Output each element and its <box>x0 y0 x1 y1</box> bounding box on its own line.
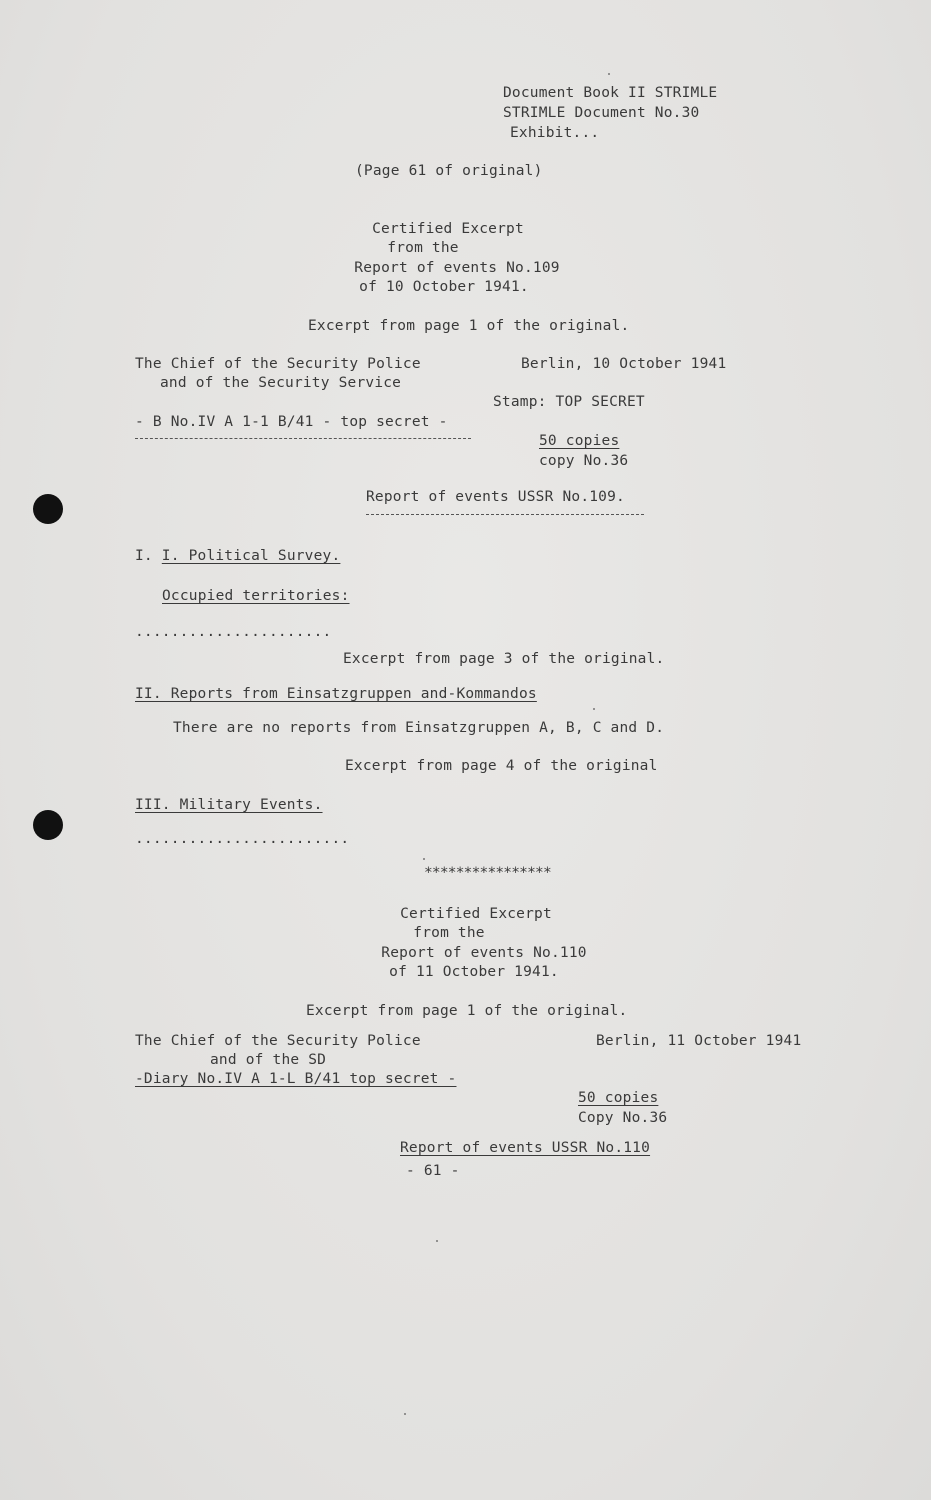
excerpt1-title-line3: Report of events No.109 <box>354 260 560 276</box>
excerpt1-copy-number: copy No.36 <box>539 453 629 469</box>
excerpt1-reference: - B No.IV A 1-1 B/41 - top secret - <box>135 414 448 430</box>
section1-title: I. Political Survey. <box>161 548 341 564</box>
excerpt1-title-line4: of 10 October 1941. <box>359 279 529 295</box>
punch-hole-top <box>33 494 63 524</box>
section2-title: II. Reports from Einsatzgruppen and-Kommandos <box>135 686 537 702</box>
header-doc-number: STRIMLE Document No.30 <box>503 105 700 121</box>
header-exhibit: Exhibit... <box>510 125 600 141</box>
excerpt1-from-page: Excerpt from page 1 of the original. <box>308 318 630 334</box>
section3-title: III. Military Events. <box>135 797 323 813</box>
page-number: - 61 - <box>406 1163 460 1179</box>
ellipsis-line2: ........................ <box>135 831 350 847</box>
excerpt1-title-line2: from the <box>387 240 459 256</box>
paper-speck <box>423 858 425 860</box>
punch-hole-bottom <box>33 810 63 840</box>
ellipsis-line1: ...................... <box>135 624 332 640</box>
excerpt1-from-page4: Excerpt from page 4 of the original <box>345 758 658 774</box>
occupied-territories: Occupied territories: <box>162 588 350 604</box>
excerpt1-copies: 50 copies <box>539 433 620 449</box>
excerpt1-report-rule <box>366 514 644 515</box>
excerpt2-sender-line2: and of the SD <box>210 1052 327 1068</box>
excerpt1-from-page3: Excerpt from page 3 of the original. <box>343 651 665 667</box>
paper-speck <box>608 73 610 75</box>
excerpt1-title-line1: Certified Excerpt <box>372 221 524 237</box>
excerpt2-title-line3: Report of events No.110 <box>381 945 587 961</box>
excerpt2-copy-number: Copy No.36 <box>578 1110 668 1126</box>
excerpt1-report-title: Report of events USSR No.109. <box>366 489 625 505</box>
excerpt1-place-date: Berlin, 10 October 1941 <box>521 356 727 372</box>
section1-heading: I. I. Political Survey. <box>135 548 341 564</box>
excerpt2-sender-line1: The Chief of the Security Police <box>135 1033 421 1049</box>
header-doc-book: Document Book II STRIMLE <box>503 85 718 101</box>
excerpt1-sender-line1: The Chief of the Security Police <box>135 356 421 372</box>
excerpt2-from-page: Excerpt from page 1 of the original. <box>306 1003 628 1019</box>
excerpt1-reference-rule <box>135 438 471 439</box>
excerpt2-title-line1: Certified Excerpt <box>400 906 552 922</box>
no-reports-statement: There are no reports from Einsatzgruppen A, B, C and D. <box>173 720 665 736</box>
excerpt2-copies: 50 copies <box>578 1090 659 1106</box>
excerpt2-place-date: Berlin, 11 October 1941 <box>596 1033 802 1049</box>
page-reference: (Page 61 of original) <box>355 163 543 179</box>
excerpt1-stamp: Stamp: TOP SECRET <box>493 394 645 410</box>
separator-asterisks: **************** <box>424 865 551 881</box>
excerpt1-sender-line2: and of the Security Service <box>160 375 402 391</box>
excerpt2-title-line4: of 11 October 1941. <box>389 964 559 980</box>
excerpt2-title-line2: from the <box>413 925 485 941</box>
paper-speck <box>593 708 595 710</box>
excerpt2-reference: -Diary No.IV A 1-L B/41 top secret - <box>135 1071 457 1087</box>
paper-speck <box>404 1413 406 1415</box>
paper-speck <box>436 1240 438 1242</box>
excerpt2-report-title: Report of events USSR No.110 <box>400 1140 651 1156</box>
